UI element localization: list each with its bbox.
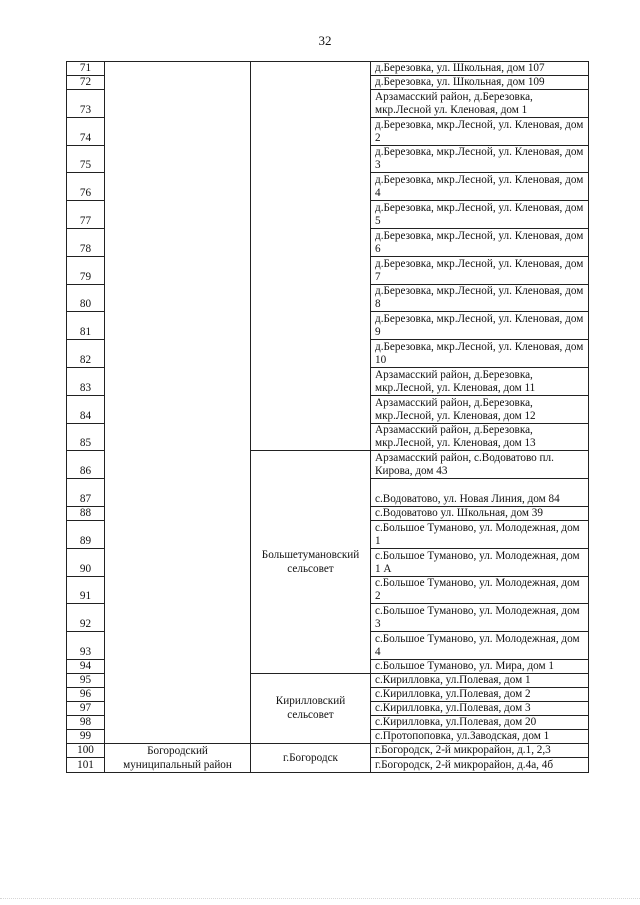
address-cell: г.Богородск, 2-й микрорайон, д.1, 2,3: [371, 743, 589, 758]
row-number: 71: [67, 62, 105, 76]
row-number: 84: [67, 395, 105, 423]
table-body: [67, 62, 589, 773]
row-number: 88: [67, 506, 105, 520]
row-number: 83: [67, 367, 105, 395]
row-number: 75: [67, 145, 105, 173]
address-cell: с.Водоватово ул. Школьная, дом 39: [371, 506, 589, 520]
row-number: 99: [67, 729, 105, 743]
address-cell: с.Кирилловка, ул.Полевая, дом 3: [371, 701, 589, 715]
row-number: 93: [67, 632, 105, 660]
address-cell: г.Богородск, 2-й микрорайон, д.4а, 4б: [371, 758, 589, 773]
address-cell: д.Березовка, мкр.Лесной, ул. Кленовая, дом 4: [371, 173, 589, 201]
row-number: 77: [67, 201, 105, 229]
row-number: 89: [67, 520, 105, 548]
row-number: 74: [67, 117, 105, 145]
address-cell: с.Большое Туманово, ул. Молодежная, дом 4: [371, 632, 589, 660]
row-number: 90: [67, 548, 105, 576]
row-number: 82: [67, 340, 105, 368]
address-cell: с.Кирилловка, ул.Полевая, дом 20: [371, 715, 589, 729]
row-number: 96: [67, 687, 105, 701]
address-cell: д.Березовка, мкр.Лесной, ул. Кленовая, дом 6: [371, 228, 589, 256]
scan-edge-marks: [0, 898, 640, 903]
page-number: 32: [318, 33, 332, 48]
address-cell: д.Березовка, ул. Школьная, дом 107: [371, 62, 589, 76]
row-number: 97: [67, 701, 105, 715]
address-cell: с.Большое Туманово, ул. Молодежная, дом 1: [371, 520, 589, 548]
row-number: 76: [67, 173, 105, 201]
row-number: 95: [67, 673, 105, 687]
row-number: 86: [67, 451, 105, 479]
address-cell: д.Березовка, мкр.Лесной, ул. Кленовая, дом 3: [371, 145, 589, 173]
row-number: 94: [67, 659, 105, 673]
row-number: 80: [67, 284, 105, 312]
row-number: 85: [67, 423, 105, 451]
address-cell: д.Березовка, мкр.Лесной, ул. Кленовая, дом 2: [371, 117, 589, 145]
address-cell: с.Протопоповка, ул.Заводская, дом 1: [371, 729, 589, 743]
address-cell: д.Березовка, мкр.Лесной, ул. Кленовая, дом 9: [371, 312, 589, 340]
row-number: 92: [67, 604, 105, 632]
council-cell: [251, 62, 371, 451]
council-cell: Кирилловский сельсовет: [251, 673, 371, 743]
row-number: 98: [67, 715, 105, 729]
address-cell: с.Кирилловка, ул.Полевая, дом 2: [371, 687, 589, 701]
address-cell: д.Березовка, мкр.Лесной, ул. Кленовая, дом 10: [371, 340, 589, 368]
address-cell: с.Большое Туманово, ул. Молодежная, дом 2: [371, 576, 589, 604]
address-table: [66, 61, 589, 773]
address-cell: Арзамасский район, д.Березовка, мкр.Лесной ул. Кленовая, дом 1: [371, 90, 589, 118]
council-cell: г.Богородск: [251, 743, 371, 772]
address-cell: д.Березовка, ул. Школьная, дом 109: [371, 76, 589, 90]
row-number: 73: [67, 90, 105, 118]
address-cell: с.Кирилловка, ул.Полевая, дом 1: [371, 673, 589, 687]
district-cell: Богородский муниципальный район: [105, 743, 251, 772]
council-cell: Большетумановский сельсовет: [251, 451, 371, 674]
row-number: 100: [67, 743, 105, 758]
address-cell: Арзамасский район, д.Березовка, мкр.Лесной, ул. Кленовая, дом 11: [371, 367, 589, 395]
table-row: [67, 743, 589, 758]
address-cell: Арзамасский район, д.Березовка, мкр.Лесной, ул. Кленовая, дом 12: [371, 395, 589, 423]
address-cell: д.Березовка, мкр.Лесной, ул. Кленовая, дом 8: [371, 284, 589, 312]
address-cell: Арзамасский район, с.Водоватово пл. Кирова, дом 43: [371, 451, 589, 479]
row-number: 79: [67, 256, 105, 284]
district-cell: [105, 62, 251, 744]
table-row: [67, 62, 589, 76]
address-cell: с.Большое Туманово, ул. Молодежная, дом 3: [371, 604, 589, 632]
address-cell: д.Березовка, мкр.Лесной, ул. Кленовая, дом 7: [371, 256, 589, 284]
row-number: 81: [67, 312, 105, 340]
row-number: 87: [67, 479, 105, 507]
address-cell: Арзамасский район, д.Березовка, мкр.Лесной, ул. Кленовая, дом 13: [371, 423, 589, 451]
address-cell: д.Березовка, мкр.Лесной, ул. Кленовая, дом 5: [371, 201, 589, 229]
address-cell: с.Водоватово, ул. Новая Линия, дом 84: [371, 479, 589, 507]
address-cell: с.Большое Туманово, ул. Мира, дом 1: [371, 659, 589, 673]
row-number: 72: [67, 76, 105, 90]
row-number: 78: [67, 228, 105, 256]
row-number: 91: [67, 576, 105, 604]
address-cell: с.Большое Туманово, ул. Молодежная, дом 1 А: [371, 548, 589, 576]
row-number: 101: [67, 758, 105, 773]
